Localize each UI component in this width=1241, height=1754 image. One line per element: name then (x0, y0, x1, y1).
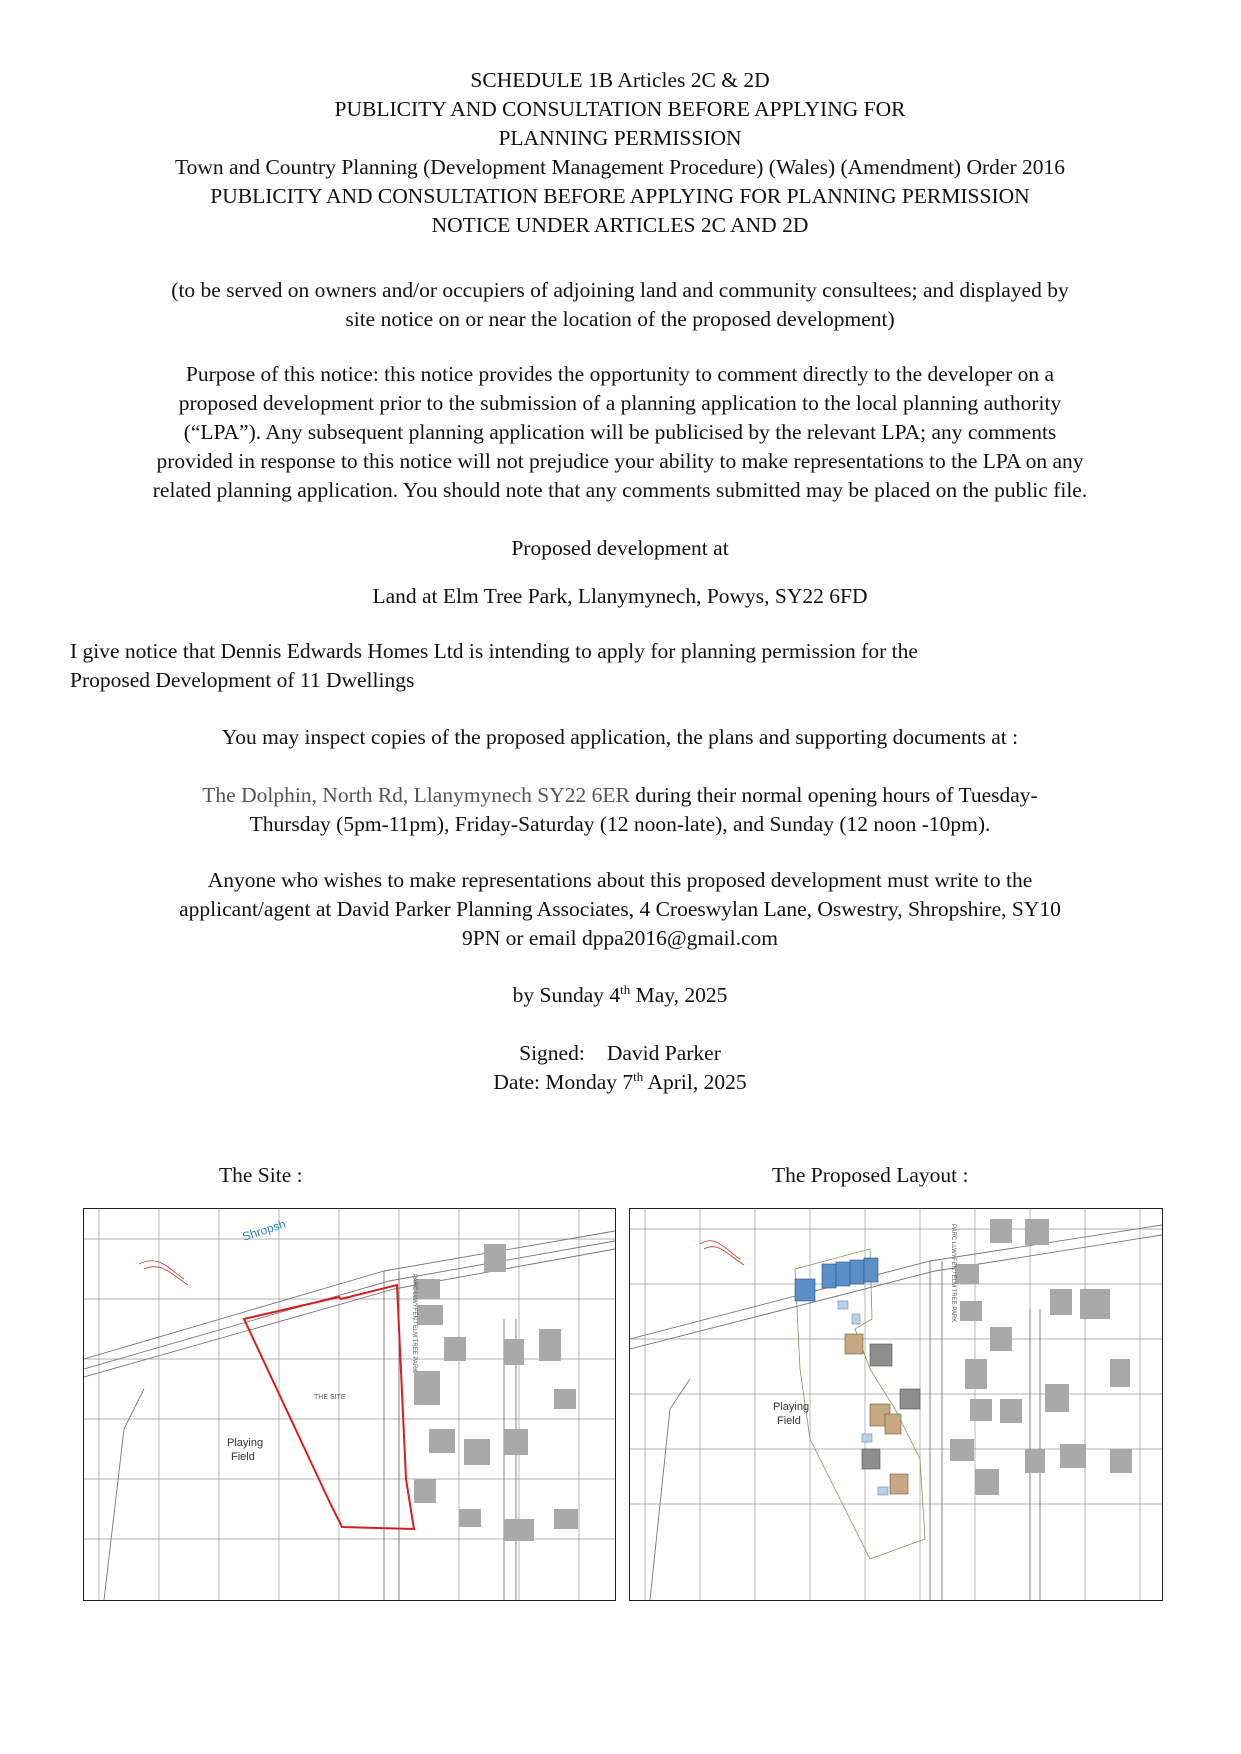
deadline-block (70, 981, 1170, 1010)
proposed-dwellings-row (795, 1258, 878, 1301)
layout-neighbouring-buildings (950, 1219, 1132, 1495)
served-note (70, 276, 1170, 334)
opening-hours-part-2: Thursday (5pm-11pm), Friday-Saturday (12 noon-late), and Sunday (12 noon -10pm). (249, 812, 991, 836)
site-label: THE SITE (314, 1394, 346, 1401)
purpose-line-4: provided in response to this notice will not prejudice your ability to make representations to the LPA on any (156, 449, 1084, 473)
deadline-line (70, 981, 1170, 1010)
heading-line-6: NOTICE UNDER ARTICLES 2C AND 2D (431, 213, 809, 237)
purpose-line-1: Purpose of this notice: this notice provides the opportunity to comment directly to the developer on a (185, 362, 1055, 386)
layout-street-label: PARC LLWYFEN / ELM TREE PARK (950, 1224, 956, 1323)
layout-junction-marks (700, 1241, 744, 1265)
playing-field-label-1: Playing (227, 1437, 264, 1449)
development-location-block (70, 582, 1170, 611)
served-note-line-1: (to be served on owners and/or occupiers of adjoining land and community consultees; and displayed by (171, 278, 1069, 302)
purpose-paragraph (70, 360, 1170, 505)
order-title: Town and Country Planning (Development Management Procedure) (Wales) (Amendment) Order 2016 (175, 155, 1065, 179)
served-note-line-2: site notice on or near the location of the proposed development) (345, 307, 895, 331)
inspect-intro-block (70, 723, 1170, 752)
site-map (83, 1208, 616, 1601)
opening-hours-part-1: during their normal opening hours of Tuesday- (629, 783, 1038, 807)
road-junction-marks (139, 1261, 188, 1285)
signed-line (70, 1039, 1170, 1068)
date-suffix: April, 2025 (643, 1070, 747, 1094)
schedule-title: SCHEDULE 1B Articles 2C & 2D (470, 68, 770, 92)
neighbouring-buildings (414, 1244, 578, 1541)
proposed-layout-map (629, 1208, 1163, 1601)
development-label-block (70, 534, 1170, 563)
layout-playing-field-label-2: Field (777, 1415, 801, 1427)
street-label: PARC LLWYFEN / ELM TREE PARK (411, 1274, 417, 1373)
development-label: Proposed development at (511, 536, 729, 560)
representations-paragraph (70, 866, 1170, 953)
heading-line-2: PUBLICITY AND CONSULTATION BEFORE APPLYING FOR (334, 97, 906, 121)
deadline-prefix: by Sunday 4 (512, 983, 621, 1007)
purpose-line-5: related planning application. You should note that any comments submitted may be placed on the public file. (152, 478, 1088, 502)
purpose-line-3: (“LPA”). Any subsequent planning application will be publicised by the relevant LPA; any comments (183, 420, 1057, 444)
notice-line-2: Proposed Development of 11 Dwellings (70, 668, 415, 692)
purpose-line-2: proposed development prior to the submission of a planning application to the local planning authority (178, 391, 1062, 415)
notice-line-1: I give notice that Dennis Edwards Homes Ltd is intending to apply for planning permission for the (70, 639, 918, 663)
site-map-roads (84, 1231, 615, 1600)
development-location: Land at Elm Tree Park, Llanymynech, Powys, SY22 6FD (372, 584, 868, 608)
date-line (70, 1068, 1170, 1097)
layout-map-drawing (630, 1209, 1162, 1600)
heading-line-5: PUBLICITY AND CONSULTATION BEFORE APPLYING FOR PLANNING PERMISSION (210, 184, 1030, 208)
inspect-intro: You may inspect copies of the proposed application, the plans and supporting documents at : (221, 725, 1019, 749)
signature-block (70, 1039, 1170, 1097)
notice-paragraph (70, 637, 1170, 695)
date-prefix: Date: Monday 7 (493, 1070, 634, 1094)
site-map-grid (84, 1209, 615, 1600)
deadline-suffix: May, 2025 (630, 983, 728, 1007)
layout-map-roads (630, 1225, 1162, 1600)
layout-map-caption: The Proposed Layout : (772, 1163, 969, 1187)
heading-line-3: PLANNING PERMISSION (498, 126, 742, 150)
venue-line (70, 781, 1170, 810)
deadline-sup: th (620, 981, 631, 997)
playing-field-label-2: Field (231, 1451, 255, 1463)
date-sup: th (633, 1068, 644, 1084)
site-map-caption: The Site : (219, 1163, 303, 1187)
venue-address: The Dolphin, North Rd, Llanymynech SY22 6ER (202, 783, 630, 807)
site-boundary (244, 1285, 414, 1529)
representations-line-1: Anyone who wishes to make representations about this proposed development must write to the (207, 868, 1033, 892)
layout-map-grid (630, 1209, 1162, 1600)
notice-heading (70, 66, 1170, 240)
representations-line-2: applicant/agent at David Parker Planning Associates, 4 Croeswylan Lane, Oswestry, Shropshire, SY10 (179, 897, 1061, 921)
signed-label: Signed: (519, 1041, 585, 1065)
layout-playing-field-label-1: Playing (773, 1401, 810, 1413)
inspect-venue-block (70, 781, 1170, 839)
site-map-drawing (84, 1209, 615, 1600)
representations-line-3: 9PN or email dppa2016@gmail.com (462, 926, 778, 950)
signer-name: David Parker (606, 1041, 721, 1065)
road-label: Shropsh (240, 1216, 288, 1244)
